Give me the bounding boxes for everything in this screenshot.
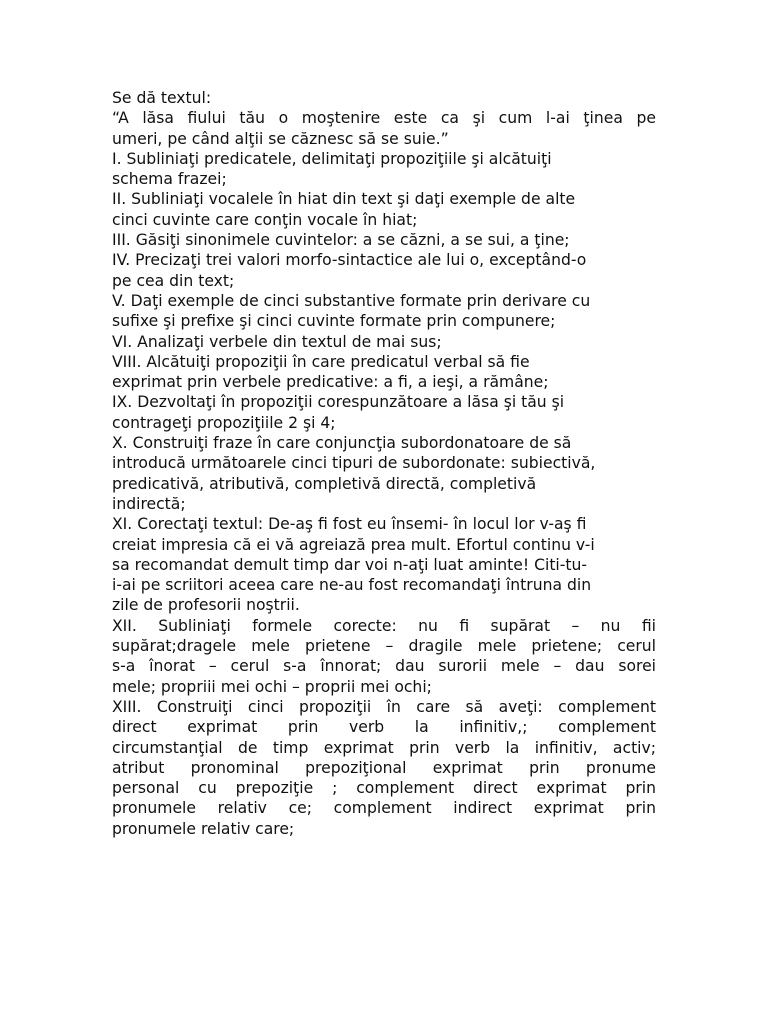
text-line: IV. Precizaţi trei valori morfo-sintactice ale lui o, exceptând-o (112, 251, 587, 270)
text-line: mele; propriii mei ochi – proprii mei ochi; (112, 677, 432, 696)
text-line: VI. Analizaţi verbele din textul de mai sus; (112, 332, 442, 351)
text-line: IX. Dezvoltaţi în propoziţii corespunzătoare a lăsa şi tău şi (112, 393, 565, 412)
text-line: pronumele relativ ce; complement indirect exprimat prin (112, 799, 656, 818)
text-line: introducă următoarele cinci tipuri de subordonate: subiectivă, (112, 454, 596, 473)
text-line: creiat impresia că ei vă agreiază prea mult. Efortul continu v-i (112, 535, 595, 554)
text-line: umeri, pe când alţii se căznesc să se suie.” (112, 129, 449, 148)
document-page (112, 88, 656, 839)
text-line: indirectă; (112, 494, 186, 513)
text-line: II. Subliniaţi vocalele în hiat din text şi daţi exemple de alte (112, 190, 576, 209)
text-line: personal cu prepoziţie ; complement direct exprimat prin (112, 779, 656, 798)
text-line: contrageţi propoziţiile 2 şi 4; (112, 413, 336, 432)
text-line: s-a înorat – cerul s-a înnorat; dau surorii mele – dau sorei (112, 657, 656, 676)
text-line: predicativă, atributivă, completivă directă, completivă (112, 474, 537, 493)
text-line: cinci cuvinte care conţin vocale în hiat; (112, 210, 418, 229)
text-line: zile de profesorii noştrii. (112, 596, 300, 615)
text-line: VIII. Alcătuiţi propoziţii în care predicatul verbal să fie (112, 352, 530, 371)
text-line: XI. Corectaţi textul: De-aş fi fost eu însemi- în locul lor v-aş fi (112, 515, 587, 534)
text-line: exprimat prin verbele predicative: a fi, a ieşi, a rămâne; (112, 373, 549, 392)
text-line: “A lăsa fiului tău o moştenire este ca şi cum l-ai ţinea pe (112, 109, 656, 128)
text-line: i-ai pe scriitori aceea care ne-au fost recomandaţi întruna din (112, 576, 592, 595)
text-line: pe cea din text; (112, 271, 235, 290)
text-line: XII. Subliniaţi formele corecte: nu fi supărat – nu fii (112, 616, 656, 635)
text-line: circumstanţial de timp exprimat prin verb la infinitiv, activ; (112, 738, 656, 757)
text-line: I. Subliniaţi predicatele, delimitaţi propoziţiile şi alcătuiţi (112, 149, 552, 168)
text-line: X. Construiţi fraze în care conjuncţia subordonatoare de să (112, 434, 572, 453)
text-line: III. Găsiţi sinonimele cuvintelor: a se căzni, a se sui, a ţine; (112, 231, 570, 250)
text-line: sa recomandat demult timp dar voi n-aţi luat aminte! Citi-tu- (112, 555, 588, 574)
text-line: Se dă textul: (112, 89, 212, 107)
text-line: direct exprimat prin verb la infinitiv,; complement (112, 718, 656, 737)
text-line: supărat;dragele mele prietene – dragile mele prietene; cerul (112, 637, 656, 656)
text-line: V. Daţi exemple de cinci substantive formate prin derivare cu (112, 291, 591, 310)
text-line: pronumele relativ care; (112, 819, 295, 838)
text-line: XIII. Construiţi cinci propoziţii în care să aveţi: complement (112, 697, 656, 716)
text-line: sufixe şi prefixe şi cinci cuvinte formate prin compunere; (112, 312, 556, 331)
text-line: schema frazei; (112, 170, 227, 189)
text-line: atribut pronominal prepoziţional exprimat prin pronume (112, 758, 656, 777)
